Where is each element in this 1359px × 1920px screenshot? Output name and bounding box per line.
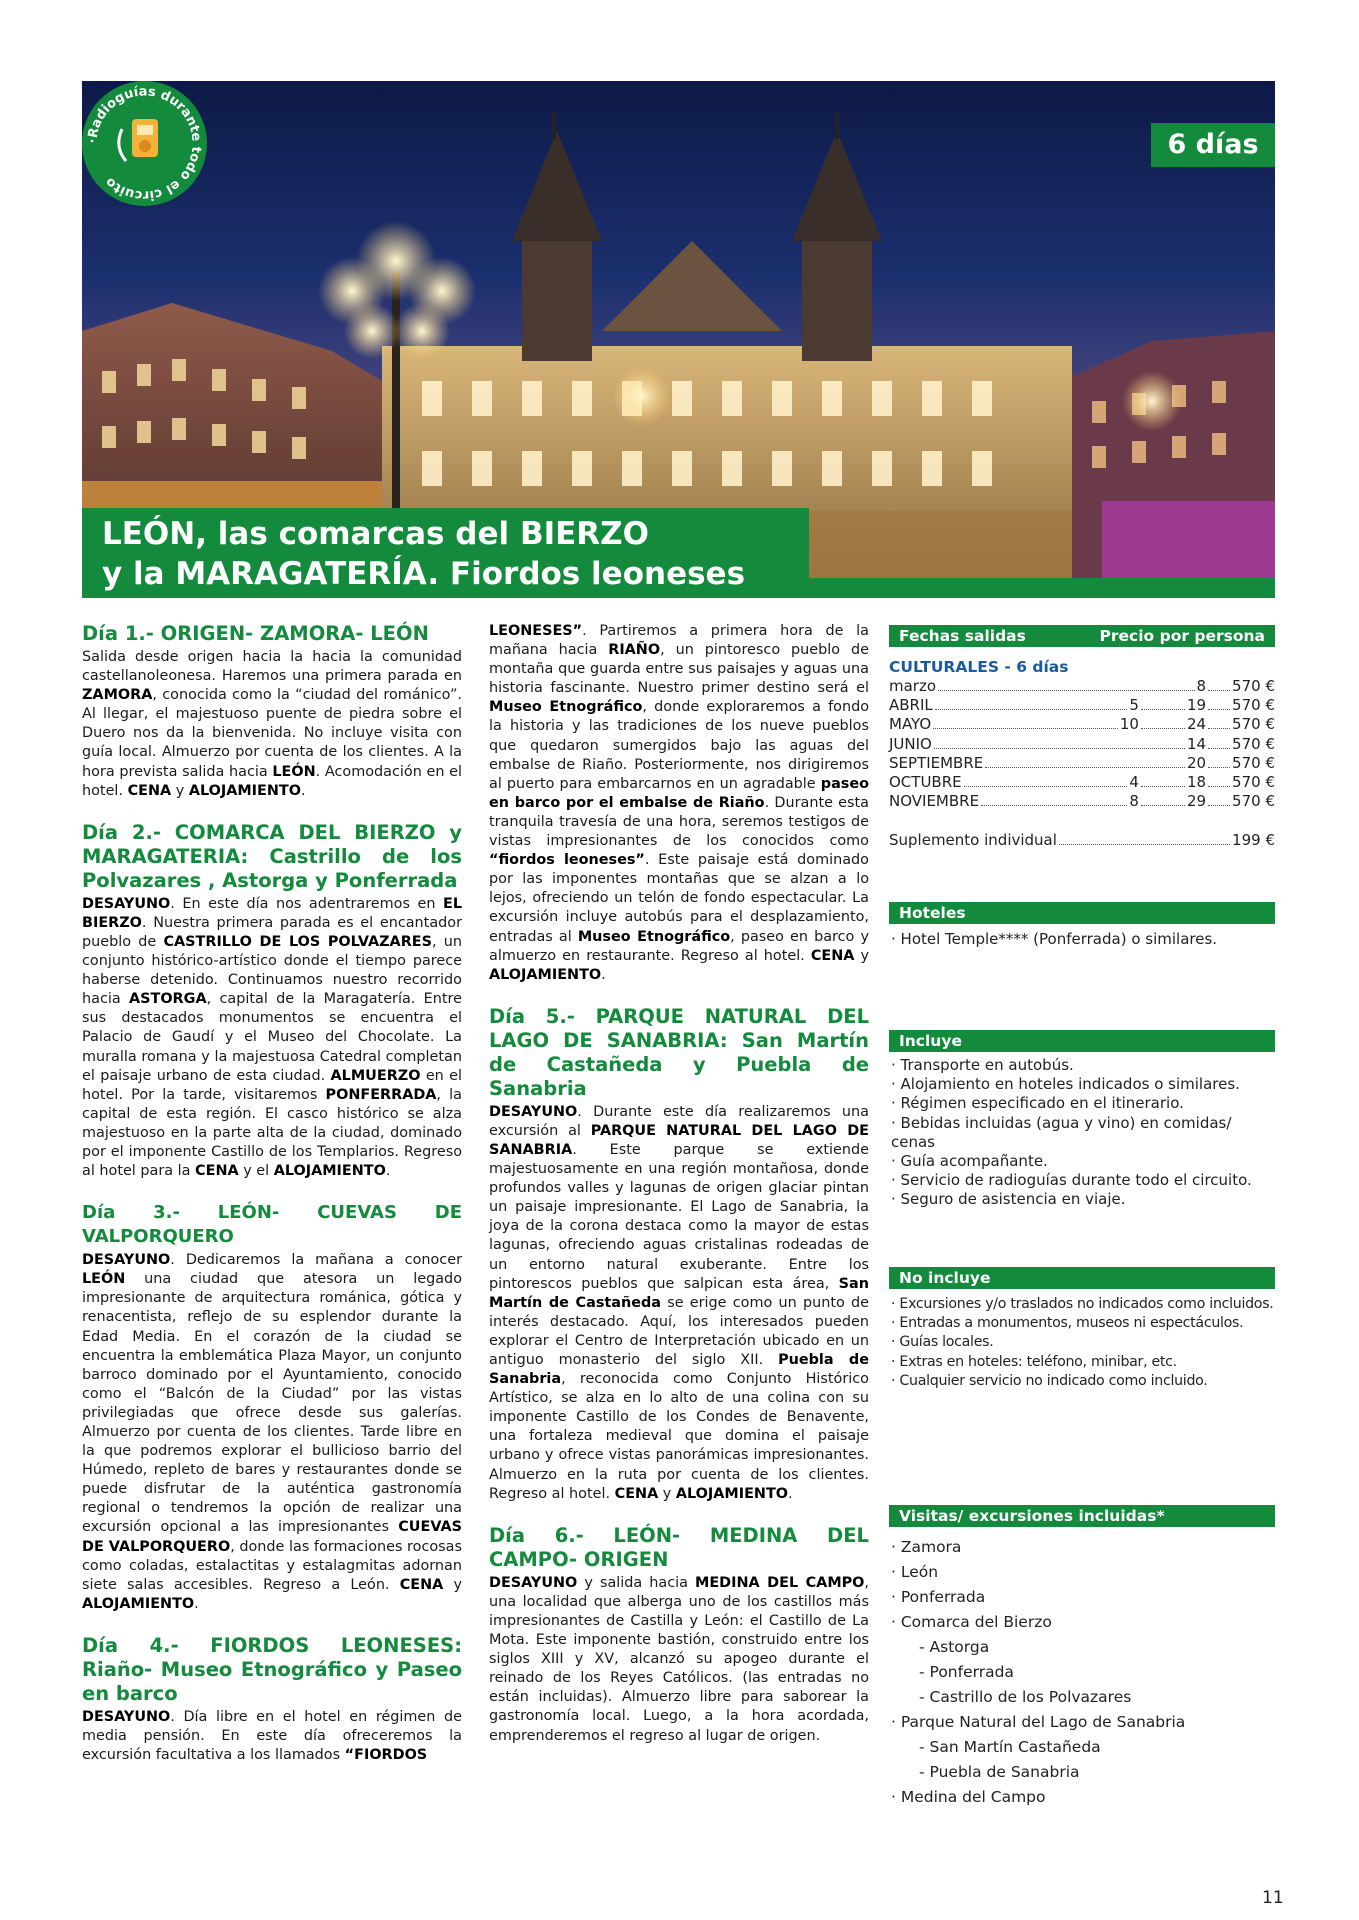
list-item: · Bebidas incluidas (agua y vino) en comidas/ cenas [891,1113,1232,1151]
price-value: 570 € [1232,677,1275,695]
visits-title: Visitas/ excursiones incluidas* [889,1505,1275,1527]
supplement-label: Suplemento individual [889,831,1057,850]
list-item: - San Martín Castañeda [919,1738,1101,1756]
day1-text: Salida desde origen hacia la hacia la comunidad castellanoleonesa. Haremos una primera parada en ZAMORA, conocida como la “ciudad del románico”. Al llegar, el majestuoso puente de piedra sobre el Duero nos da la bienvenida. No incluye visita con guía local. Almuerzo por cuenta de los clientes. A la hora prevista salida hacia LEÓN. Acomodación en el hotel. CENA y ALOJAMIENTO. [82,649,463,799]
price-row [889,696,1275,715]
list-item: · Comarca del Bierzo [891,1613,1052,1631]
includes-list [889,1056,1275,1210]
radioguias-badge [82,81,207,206]
list-item: · Guía acompañante. [891,1152,1048,1171]
itinerary-column-2 [489,622,869,1746]
list-item: · Parque Natural del Lago de Sanabria [891,1713,1186,1731]
excludes-title: No incluye [889,1267,1275,1289]
day1-heading: Día 1.- ORIGEN- ZAMORA- LEÓN [82,622,429,645]
visits-section [889,1505,1275,1810]
list-item: · Transporte en autobús. [891,1056,1074,1074]
price-row [889,677,1275,696]
title-green-strip [809,578,1275,598]
price-day-second: 19 [1186,696,1207,715]
price-month: ABRIL [889,696,933,715]
price-row [889,715,1275,734]
supplement-price: 199 € [1232,831,1275,850]
price-month: marzo [889,677,937,695]
price-day-second: 8 [1196,677,1207,695]
list-item: · Alojamiento en hoteles indicados o similares. [891,1075,1240,1094]
list-item: · Extras en hoteles: teléfono, minibar, etc. [891,1353,1177,1370]
price-value: 570 € [1232,696,1275,715]
day6-text: DESAYUNO y salida hacia MEDINA DEL CAMPO, una localidad que alberga uno de los castillos más impresionantes de Castilla y León: el Castillo de La Mota. Este imponente bastión, construido entre los siglos XIII y XV, alcanzó su apogeo durante el reinado de los Reyes Católicos. (las entradas no están incluidas). Almuerzo libre para saborear la gastronomía local. Luego, a la hora acordada, emprenderemos el regreso al lugar de origen. [489,1574,869,1744]
includes-section [889,1030,1275,1210]
includes-title: Incluye [889,1030,1275,1052]
list-item: - Castrillo de los Polvazares [919,1688,1132,1706]
price-day-first: 5 [1129,696,1139,715]
list-item: · Zamora [891,1538,962,1556]
list-item: · Medina del Campo [891,1788,1046,1806]
list-item: · Guías locales. [891,1334,994,1351]
departures-header: Fechas salidas [899,627,1026,645]
price-row [889,792,1275,811]
list-item: · Hotel Temple**** (Ponferrada) o similares. [891,930,1218,948]
price-month: NOVIEMBRE [889,792,980,811]
title-line-1: LEÓN, las comarcas del BIERZO [102,516,649,552]
title-line-2: y la MARAGATERÍA. Fiordos leoneses [102,556,746,592]
hotels-title: Hoteles [889,902,1275,924]
hotels-list [889,930,1275,949]
list-item: - Ponferrada [919,1663,1014,1681]
price-month: SEPTIEMBRE [889,753,984,772]
excludes-list [889,1295,1275,1391]
price-day-second: 24 [1186,715,1207,734]
day4-heading: Día 4.- FIORDOS LEONESES: Riaño- Museo Etnográfico y Paseo en barco [82,1633,462,1705]
hotels-section [889,902,1275,949]
price-month: MAYO [889,715,932,734]
day3-text: DESAYUNO. Dedicaremos la mañana a conocer LEÓN una ciudad que atesora un legado impresionante de arquitectura románica, gótica y renacentista, reflejo de su esplendor durante la Edad Media. En el corazón de la ciudad se encuentra la emblemática Plaza Mayor, un conjunto barroco dominado por el Ayuntamiento, conocido como el “Balcón de la Ciudad” por las vistas privilegiadas que ofrece desde sus galerías. Almuerzo por cuenta de los clientes. Tarde libre en la que podremos explorar el bullicioso barrio del Húmedo, repleto de bares y restaurantes donde se puede disfrutar de la auténtica gastronomía regional o tendremos la opción de realizar una excursión opcional a las impresionantes CUEVAS DE VALPORQUERO, donde las formaciones rocosas como coladas, estalactitas y estalagmitas adornan siete salas accesibles. Regreso a León. CENA y ALOJAMIENTO. [82,1252,462,1612]
svg-text:·Radioguías durante todo el ci: ·Radioguías durante todo el circuito [85,84,204,203]
day6-heading: Día 6.- LEÓN- MEDINA DEL CAMPO- ORIGEN [489,1523,869,1571]
price-day-second: 14 [1186,734,1207,753]
excludes-section [889,1267,1275,1391]
list-item: · Servicio de radioguías durante todo el circuito. [891,1171,1252,1190]
list-item: · Excursiones y/o traslados no indicados como incluidos. [891,1296,1274,1312]
price-table [889,625,1275,851]
list-item: · Seguro de asistencia en viaje. [891,1190,1126,1209]
day2-text: DESAYUNO. En este día nos adentraremos en EL BIERZO. Nuestra primera parada es el encantador pueblo de CASTRILLO DE LOS POLVAZARES, un conjunto histórico-artístico donde el tiempo parece haberse detenido. Continuamos nuestro recorrido hacia ASTORGA, capital de la Maragatería. Entre sus destacados monumentos se encuentra el Palacio de Gaudí y el Museo del Chocolate. La muralla romana y la majestuosa Catedral completan el paisaje urbano de esta ciudad. ALMUERZO en el hotel. Por la tarde, visitaremos PONFERRADA, la capital de esta región. El casco histórico se alza majestuoso en la parte alta de la ciudad, dominado por el imponente Castillo de los Templarios. Regreso al hotel para la CENA y el ALOJAMIENTO. [82,895,463,1180]
day5-text: DESAYUNO. Durante este día realizaremos una excursión al PARQUE NATURAL DEL LAGO DE SANABRIA. Este parque se extiende majestuosamente en una región montañosa, donde profundos valles y lagunas de origen glaciar pintan un paisaje impresionante. El Lago de Sanabria, la joya de la corona destaca como la mayor de estas lagunas, ofreciendo aguas cristalinas rodeadas de un entorno natural exuberante. Entre los pintorescos pueblos que salpican esta área, San Martín de Castañeda se erige como un punto de interés destacado. Aquí, los interesados pueden explorar el Centro de Interpretación ubicado en un antiguo monasterio del siglo XII. Puebla de Sanabria, reconocida como Conjunto Histórico Artístico, se alza en lo alto de una colina con su imponente Castillo de los Condes de Benavente, una fortaleza medieval que domina el paisaje urbano y ofrece vistas panorámicas impresionantes. Almuerzo en la ruta por cuenta de los clientes. Regreso al hotel. CENA y ALOJAMIENTO. [489,1103,869,1502]
price-day-first: 4 [1129,772,1139,791]
tour-title [82,508,809,598]
visits-list [889,1535,1275,1810]
price-value: 570 € [1232,753,1275,772]
list-item: - Puebla de Sanabria [919,1763,1080,1781]
price-value: 570 € [1232,772,1275,791]
category-label: CULTURALES - 6 días [889,658,1069,676]
page-number: 11 [1262,1888,1284,1908]
price-day-first: 8 [1129,792,1139,811]
day4-text: DESAYUNO. Día libre en el hotel en régimen de media pensión. En este día ofreceremos la excursión facultativa a los llamados “FIORDOS [82,1708,462,1764]
itinerary-column-1 [82,622,462,1765]
list-item: · Régimen especificado en el itinerario. [891,1094,1184,1113]
price-month: JUNIO [889,734,932,753]
list-item: - Astorga [919,1638,990,1656]
day3-heading: Día 3.- LEÓN- CUEVAS DE VALPORQUERO [82,1202,462,1248]
price-day-second: 29 [1186,792,1207,811]
price-row [889,754,1275,773]
price-value: 570 € [1232,792,1275,811]
price-row [889,773,1275,792]
supplement-row [889,831,1275,850]
list-item: · Entradas a monumentos, museos ni espectáculos. [891,1315,1244,1332]
price-table-header [889,625,1275,647]
price-day-second: 18 [1186,772,1207,791]
price-day-first: 10 [1119,715,1139,734]
price-day-second: 20 [1186,753,1207,772]
day2-heading: Día 2.- COMARCA DEL BIERZO y MARAGATERIA: Castrillo de los Polvazares , Astorga y Ponferrada [82,820,462,892]
price-value: 570 € [1232,734,1275,753]
day5-heading: Día 5.- PARQUE NATURAL DEL LAGO DE SANABRIA: San Martín de Castañeda y Puebla de Sanabria [489,1004,869,1100]
price-month: OCTUBRE [889,772,962,791]
day4-text-continued: LEONESES”. Partiremos a primera hora de la mañana hacia RIAÑO, un pintoresco pueblo de montaña que guarda entre sus paisajes y aguas una historia fascinante. Nuestro primer destino será el Museo Etnográfico, donde exploraremos a fondo la historia y las tradiciones de los nueve pueblos que quedaron sumergidos bajo las aguas del embalse de Riaño. Posteriormente, nos dirigiremos al puerto para embarcarnos en un agradable paseo en barco por el embalse de Riaño. Durante esta tranquila travesía de una hora, seremos testigos de vistas impresionantes de los conocidos como “fiordos leoneses”. Este paisaje está dominado por las imponentes montañas que se alzan a lo lejos, ofreciendo un telón de fondo espectacular. La excursión incluye autobús para el desplazamiento, entradas al Museo Etnográfico, paseo en barco y almuerzo en restaurante. Regreso al hotel. CENA y ALOJAMIENTO. [489,623,870,983]
price-per-person-header: Precio por persona [1099,627,1265,645]
price-rows [889,677,1275,811]
duration-badge: 6 días [1151,123,1275,167]
price-value: 570 € [1232,715,1275,734]
list-item: · León [891,1563,939,1581]
list-item: · Ponferrada [891,1588,986,1606]
list-item: · Cualquier servicio no indicado como incluido. [891,1372,1208,1389]
hero-photo [82,81,1275,598]
price-row [889,735,1275,754]
